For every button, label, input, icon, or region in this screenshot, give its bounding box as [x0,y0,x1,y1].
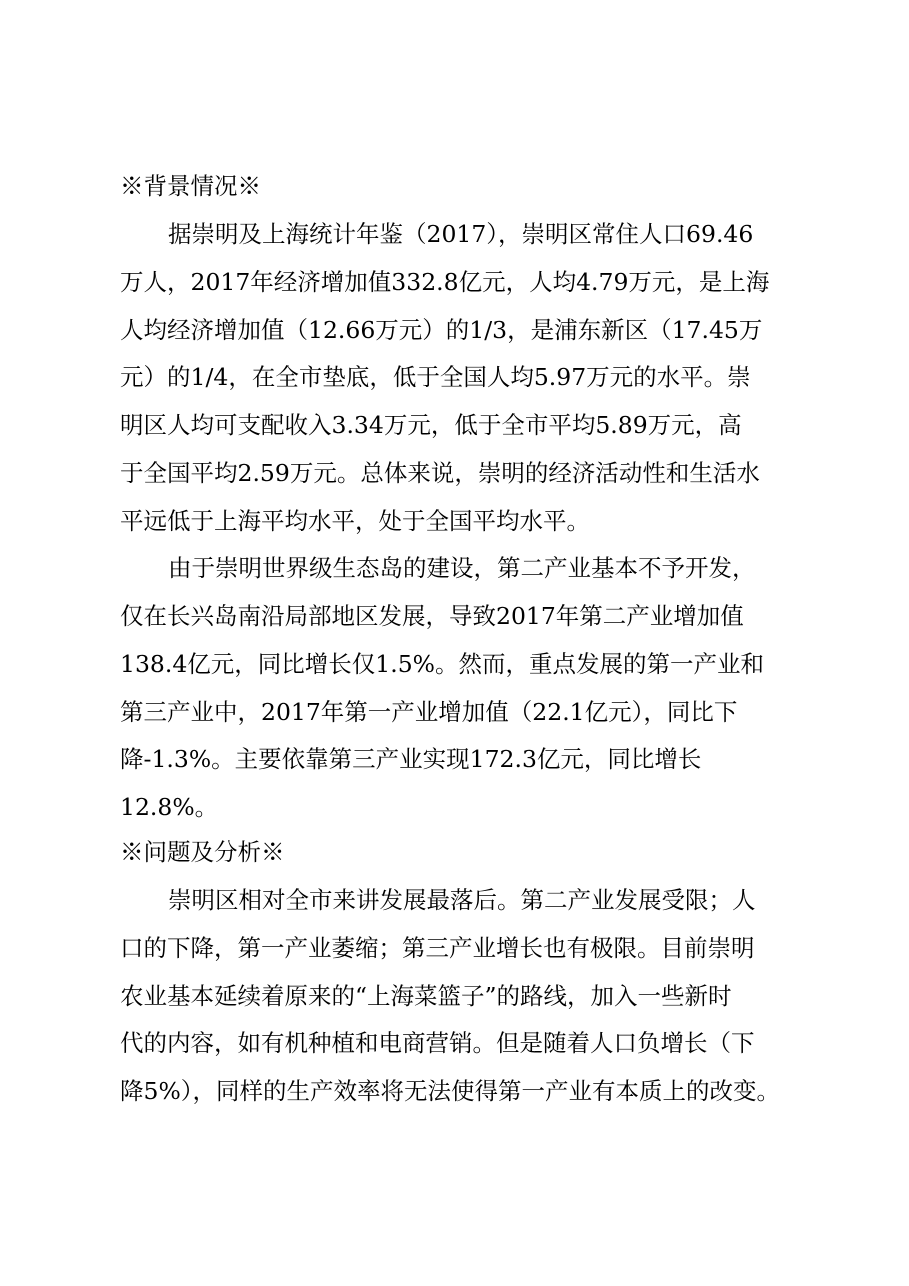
paragraph-line: 明区人均可支配收入3.34万元，低于全市平均5.89万元，高 [120,411,742,439]
paragraph-line: 于全国平均2.59万元。总体来说，崇明的经济活动性和生活水 [120,459,760,487]
paragraph-line: 代的内容，如有机种植和电商营销。但是随着人口负增长（下 [120,1029,755,1057]
paragraph-line: 人均经济增加值（12.66万元）的1/3，是浦东新区（17.45万 [120,316,763,344]
paragraph-line: 农业基本延续着原来的“上海菜篮子”的路线，加入一些新时 [120,982,732,1010]
paragraph-line: 第三产业中，2017年第一产业增加值（22.1亿元），同比下 [120,698,738,726]
section-heading-background: ※背景情况※ [120,172,261,200]
paragraph-line: 元）的1/4，在全市垫底，低于全国人均5.97万元的水平。崇 [120,363,751,391]
paragraph-line: 降-1.3%。主要依靠第三产业实现172.3亿元，同比增长 [120,745,702,773]
paragraph-line: 12.8%。 [120,793,219,821]
paragraph-line: 138.4亿元，同比增长仅1.5%。然而，重点发展的第一产业和 [120,650,764,678]
paragraph-line: 由于崇明世界级生态岛的建设，第二产业基本不予开发， [168,554,756,582]
paragraph-line: 仅在长兴岛南沿局部地区发展，导致2017年第二产业增加值 [120,602,744,630]
paragraph-line: 据崇明及上海统计年鉴（2017），崇明区常住人口69.46 [168,220,754,248]
section-heading-problems: ※问题及分析※ [120,838,285,866]
paragraph-line: 万人，2017年经济增加值332.8亿元，人均4.79万元，是上海 [120,268,770,296]
paragraph-line: 崇明区相对全市来讲发展最落后。第二产业发展受限；人 [168,886,756,914]
paragraph-line: 口的下降，第一产业萎缩；第三产业增长也有极限。目前崇明 [120,934,755,962]
paragraph-line: 降5%），同样的生产效率将无法使得第一产业有本质上的改变。 [120,1077,781,1105]
paragraph-line: 平远低于上海平均水平，处于全国平均水平。 [120,507,590,535]
